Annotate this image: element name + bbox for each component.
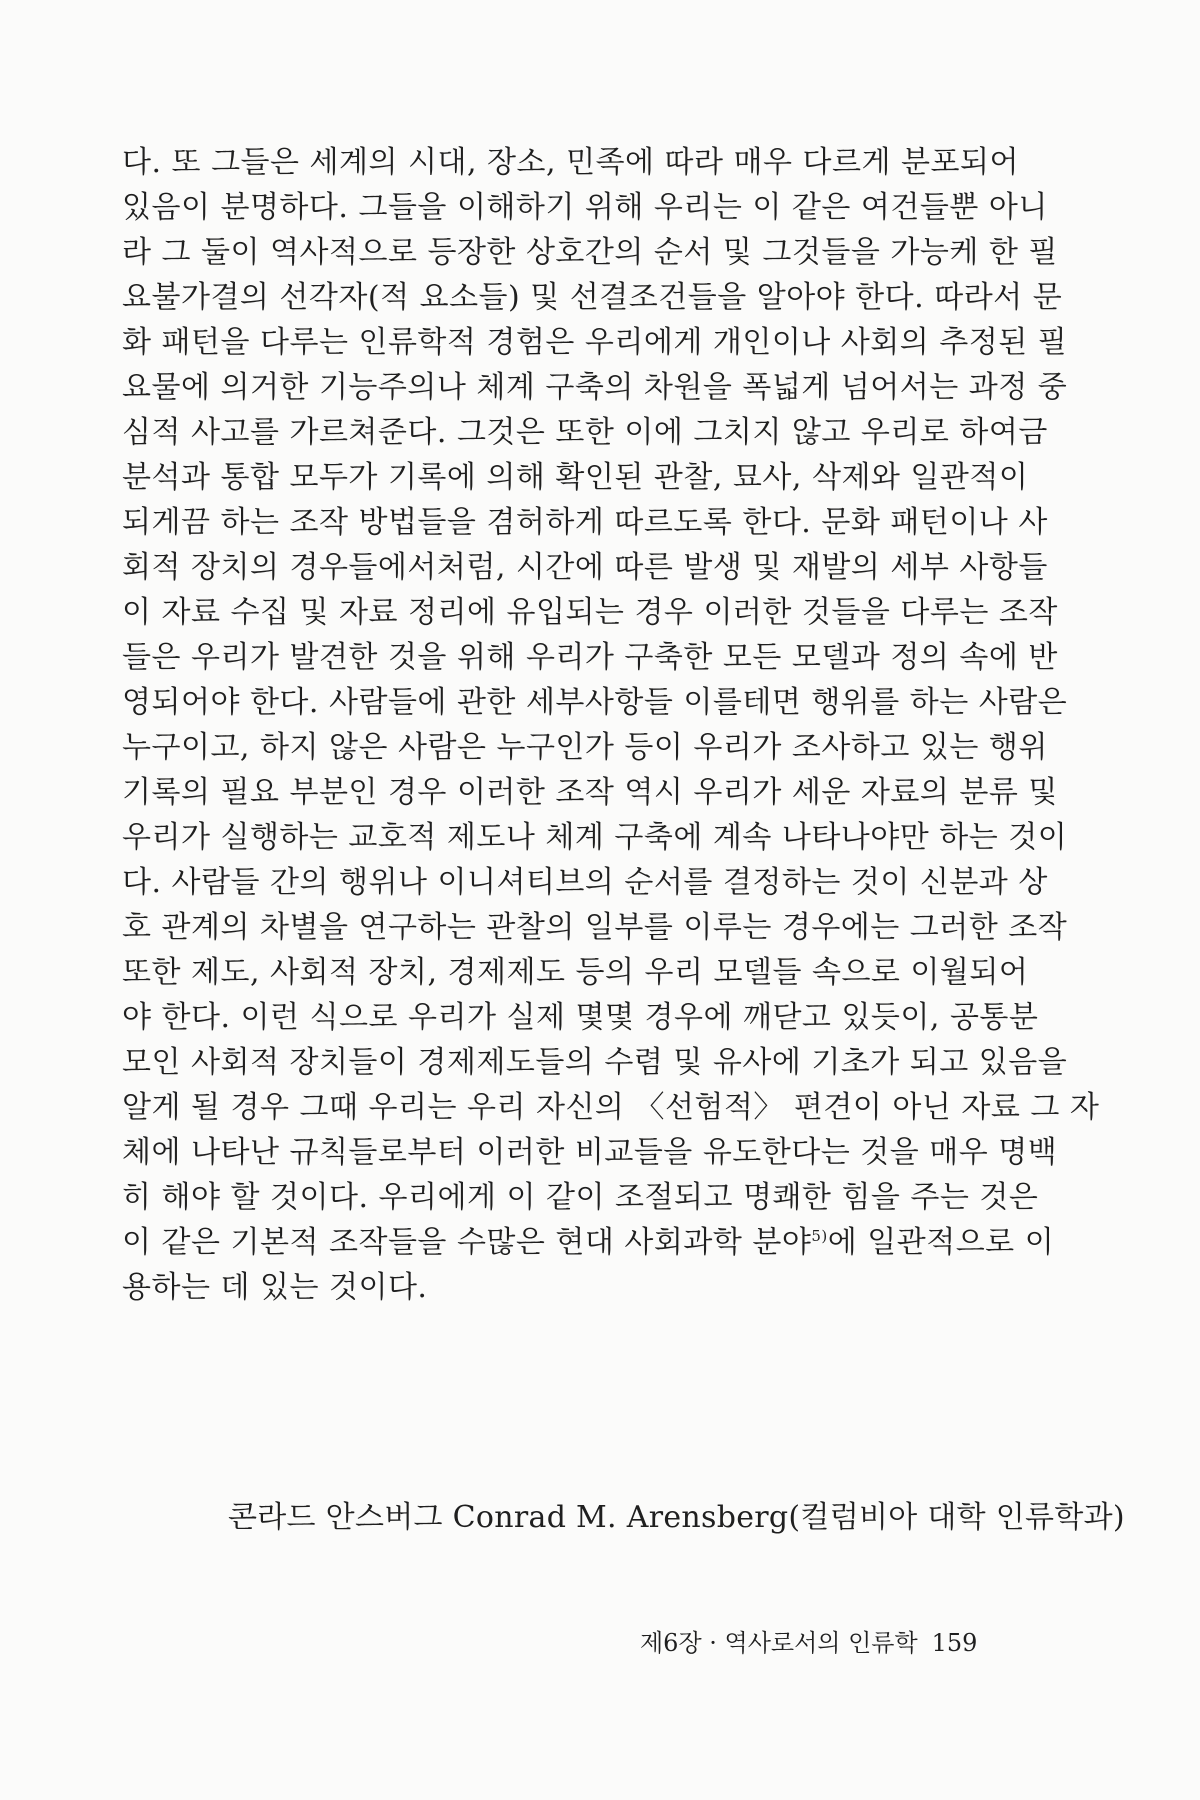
text-line: 호 관계의 차별을 연구하는 관찰의 일부를 이루는 경우에는 그러한 조작 bbox=[122, 910, 1068, 945]
page-number: 159 bbox=[931, 1629, 978, 1657]
text-line: 누구이고, 하지 않은 사람은 누구인가 등이 우리가 조사하고 있는 행위 bbox=[122, 730, 1048, 765]
text-line: 기록의 필요 부분인 경우 이러한 조작 역시 우리가 세운 자료의 분류 및 bbox=[122, 775, 1058, 810]
text-line: 영되어야 한다. 사람들에 관한 세부사항들 이를테면 행위를 하는 사람은 bbox=[122, 685, 1068, 720]
body-paragraph bbox=[122, 140, 1100, 1310]
text-line: 알게 될 경우 그때 우리는 우리 자신의 〈선험적〉 편견이 아닌 자료 그 자 bbox=[122, 1090, 1100, 1125]
text-line: 또한 제도, 사회적 장치, 경제제도 등의 우리 모델들 속으로 이월되어 bbox=[122, 955, 1029, 990]
running-head: 제6장 · 역사로서의 인류학 bbox=[640, 1629, 918, 1657]
text-line: 야 한다. 이런 식으로 우리가 실제 몇몇 경우에 깨닫고 있듯이, 공통분 bbox=[122, 1000, 1039, 1035]
text-line: 요물에 의거한 기능주의나 체계 구축의 차원을 폭넓게 넘어서는 과정 중 bbox=[122, 370, 1068, 405]
text-line: 이 자료 수집 및 자료 정리에 유입되는 경우 이러한 것들을 다루는 조작 bbox=[122, 595, 1058, 630]
text-line: 있음이 분명하다. 그들을 이해하기 위해 우리는 이 같은 여건들뿐 아니 bbox=[122, 190, 1048, 225]
text-line-with-footnote bbox=[122, 1220, 1055, 1265]
text-line: 요불가결의 선각자(적 요소들) 및 선결조건들을 알아야 한다. 따라서 문 bbox=[122, 280, 1063, 315]
text-line: 회적 장치의 경우들에서처럼, 시간에 따른 발생 및 재발의 세부 사항들 bbox=[122, 550, 1048, 585]
text-line: 화 패턴을 다루는 인류학적 경험은 우리에게 개인이나 사회의 추정된 필 bbox=[122, 325, 1068, 360]
text-line: 심적 사고를 가르쳐준다. 그것은 또한 이에 그치지 않고 우리로 하여금 bbox=[122, 415, 1048, 450]
text-line: 다. 또 그들은 세계의 시대, 장소, 민족에 따라 매우 다르게 분포되어 bbox=[122, 145, 1019, 180]
text-line: 다. 사람들 간의 행위나 이니셔티브의 순서를 결정하는 것이 신분과 상 bbox=[122, 865, 1048, 900]
text-line: 체에 나타난 규칙들로부터 이러한 비교들을 유도한다는 것을 매우 명백 bbox=[122, 1135, 1058, 1170]
text-line: 라 그 둘이 역사적으로 등장한 상호간의 순서 및 그것들을 가능케 한 필 bbox=[122, 235, 1058, 270]
text-segment: 이 같은 기본적 조작들을 수많은 현대 사회과학 분야 bbox=[122, 1225, 812, 1260]
text-line: 우리가 실행하는 교호적 제도나 체계 구축에 계속 나타나야만 하는 것이 bbox=[122, 820, 1068, 855]
text-line: 들은 우리가 발견한 것을 위해 우리가 구축한 모든 모델과 정의 속에 반 bbox=[122, 640, 1058, 675]
text-line: 모인 사회적 장치들이 경제제도들의 수렴 및 유사에 기초가 되고 있음을 bbox=[122, 1045, 1068, 1080]
text-line: 히 해야 할 것이다. 우리에게 이 같이 조절되고 명쾌한 힘을 주는 것은 bbox=[122, 1180, 1039, 1215]
text-line: 분석과 통합 모두가 기록에 의해 확인된 관찰, 묘사, 삭제와 일관적이 bbox=[122, 460, 1029, 495]
text-line: 되게끔 하는 조작 방법들을 겸허하게 따르도록 한다. 문화 패턴이나 사 bbox=[122, 505, 1048, 540]
footnote-marker: 5) bbox=[811, 1227, 828, 1245]
page-footer bbox=[640, 1627, 1000, 1659]
author-attribution: 콘라드 안스버그 Conrad M. Arensberg(컬럼비아 대학 인류학과) bbox=[228, 1500, 1125, 1535]
text-segment: 에 일관적으로 이 bbox=[827, 1225, 1055, 1260]
text-line-last: 용하는 데 있는 것이다. bbox=[122, 1270, 428, 1305]
